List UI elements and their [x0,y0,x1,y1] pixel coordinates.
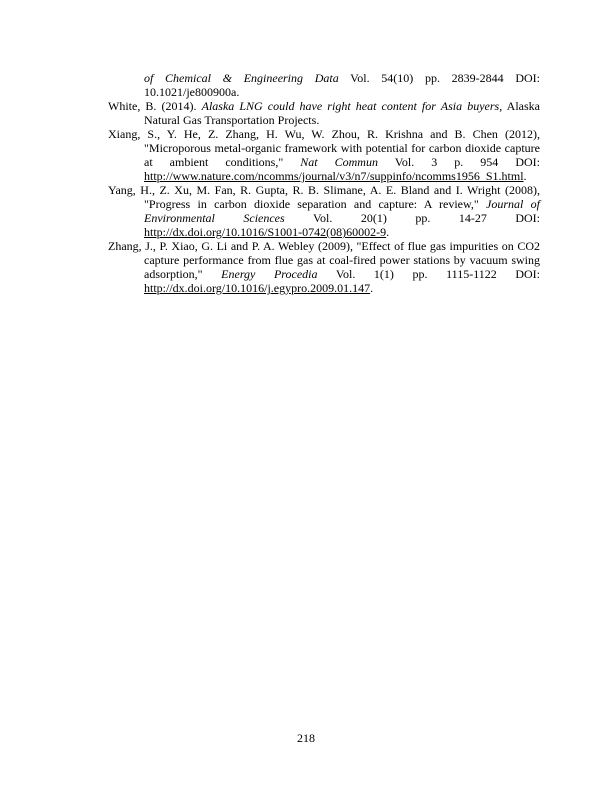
reference-details: Vol. 3 p. 954 DOI: [377,155,540,169]
reference-journal: Nat Commun [300,155,378,169]
reference-end: . [523,169,527,183]
reference-details: Vol. 54(10) pp. 2839-2844 DOI: 10.1021/je800900a. [144,71,540,99]
reference-doi-link[interactable]: http://dx.doi.org/10.1016/S1001-0742(08)60002-9 [144,225,387,239]
reference-entry-yang [108,183,540,239]
reference-authors: White, B. (2014). [108,99,202,113]
reference-journal: of Chemical & Engineering Data [144,71,339,85]
reference-journal: Energy Procedia [221,267,318,281]
reference-authors: Xiang, S., Y. He, Z. Zhang, H. Wu, W. Zhou, R. Krishna and B. Chen (2012), "Microporous metal-organic framework with potential for carbon dioxide capture at ambient conditions," [108,127,540,169]
reference-end: . [386,225,390,239]
reference-entry-xiang [108,127,540,183]
reference-doi-link[interactable]: http://www.nature.com/ncomms/journal/v3/n7/suppinfo/ncomms1956_S1.html [144,169,524,183]
reference-details: Vol. 1(1) pp. 1115-1122 DOI: [317,267,540,281]
page-number: 218 [297,731,315,745]
reference-entry-continued [108,71,540,99]
reference-entry-zhang [108,239,540,295]
reference-details: , Alaska Natural Gas Transportation Projects. [144,99,540,127]
reference-list [108,71,540,295]
reference-doi-link[interactable]: http://dx.doi.org/10.1016/j.egypro.2009.01.147 [144,281,371,295]
reference-end: . [370,281,374,295]
reference-authors: Yang, H., Z. Xu, M. Fan, R. Gupta, R. B. Slimane, A. E. Bland and I. Wright (2008), "Progress in carbon dioxide separation and capture: A review," [108,183,540,211]
reference-journal: Journal of Environmental Sciences [144,197,540,225]
reference-authors: Zhang, J., P. Xiao, G. Li and P. A. Webley (2009), "Effect of flue gas impurities on CO2 capture performance from flue gas at coal-fired power stations by vacuum swing adsorption," [108,239,540,281]
reference-title: Alaska LNG could have right heat content for Asia buyers [201,99,500,113]
reference-details: Vol. 20(1) pp. 14-27 DOI: [284,211,540,225]
reference-entry-white [108,99,540,127]
